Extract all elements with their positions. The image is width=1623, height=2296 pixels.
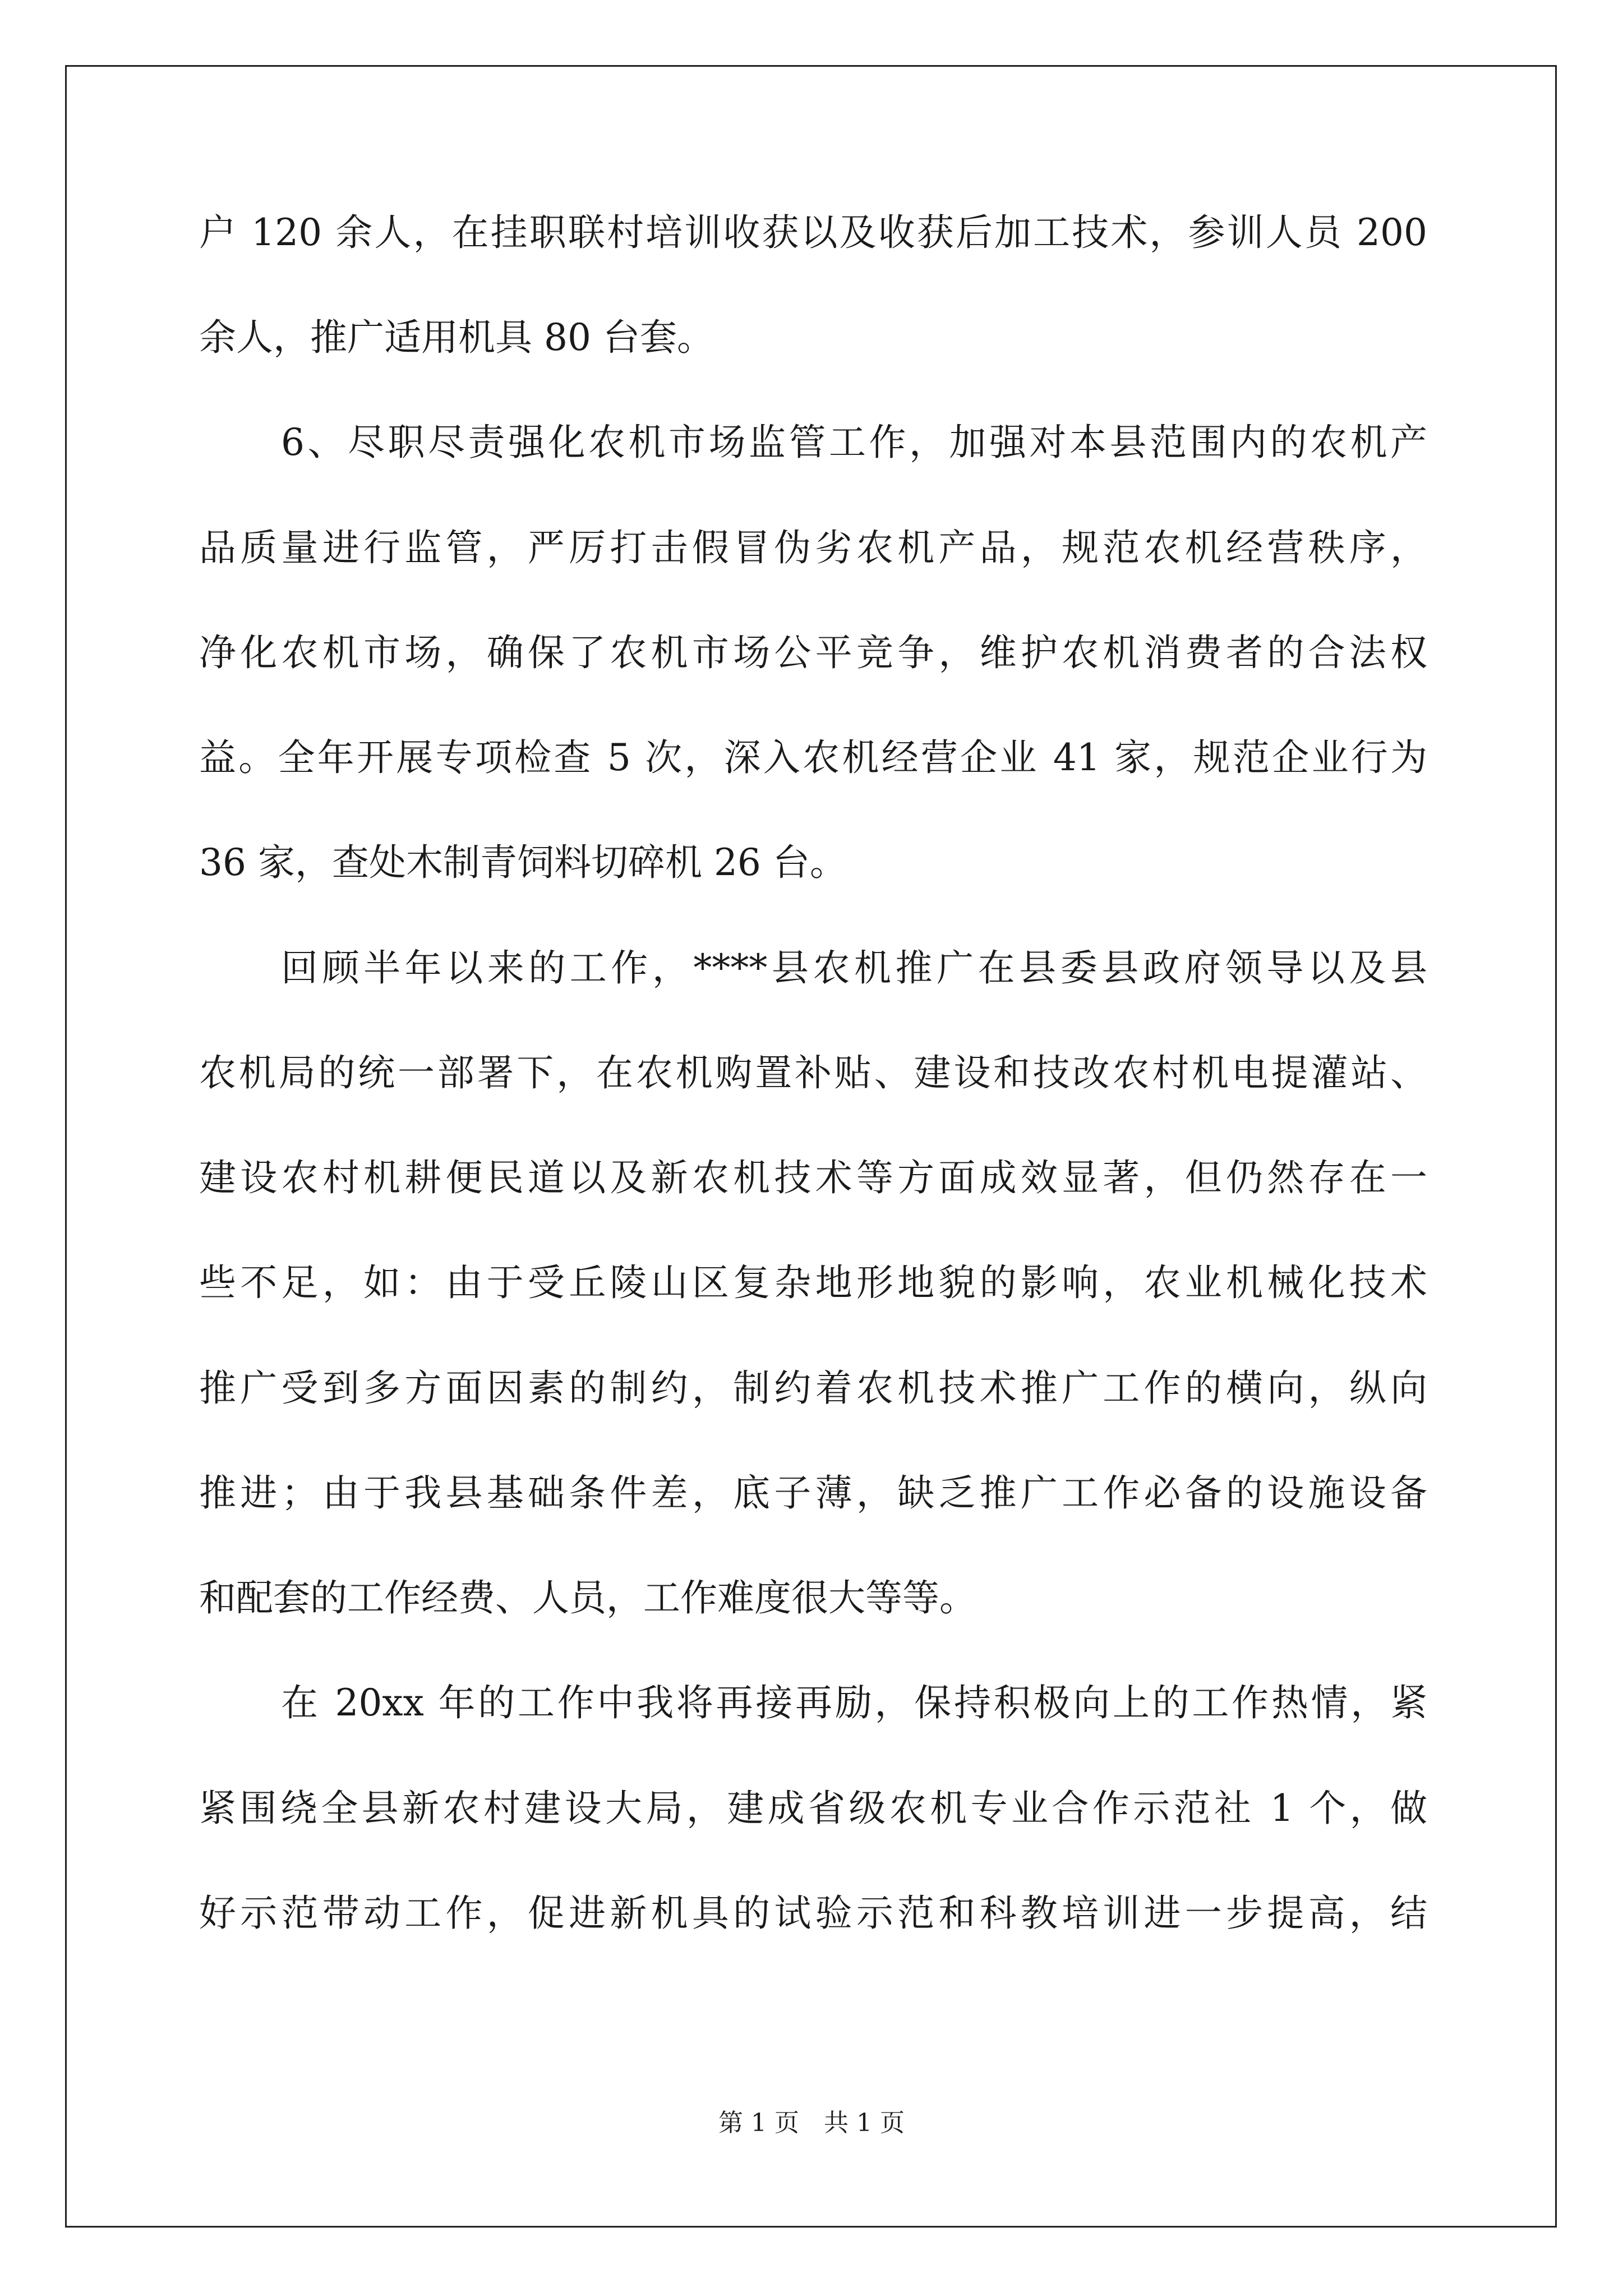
text-line: 益。全年开展专项检查 5 次，深入农机经营企业 41 家，规范企业行为 xyxy=(199,736,1427,779)
text-line: 些不足，如：由于受丘陵山区复杂地形地貌的影响，农业机械化技术 xyxy=(199,1261,1427,1304)
text-line: 余人，推广适用机具 80 台套。 xyxy=(199,316,714,359)
text-line: 推进；由于我县基础条件差，底子薄，缺乏推广工作必备的设施设备 xyxy=(199,1471,1427,1515)
text-line: 和配套的工作经费、人员，工作难度很大等等。 xyxy=(199,1576,976,1619)
text-line: 回顾半年以来的工作，****县农机推广在县委县政府领导以及县 xyxy=(281,946,1427,990)
text-line: 6、尽职尽责强化农机市场监管工作，加强对本县范围内的农机产 xyxy=(281,421,1427,464)
text-line: 在 20xx 年的工作中我将再接再励，保持积极向上的工作热情，紧 xyxy=(281,1681,1427,1724)
page-footer xyxy=(0,2106,1623,2140)
text-line: 户 120 余人，在挂职联村培训收获以及收获后加工技术，参训人员 200 xyxy=(199,211,1427,254)
page-total: 共 1 页 xyxy=(824,2109,905,2137)
text-line: 净化农机市场，确保了农机市场公平竞争，维护农机消费者的合法权 xyxy=(199,631,1427,674)
text-line: 推广受到多方面因素的制约，制约着农机技术推广工作的横向，纵向 xyxy=(199,1366,1427,1410)
text-line: 36 家，查处木制青饲料切碎机 26 台。 xyxy=(199,841,847,884)
page-number: 第 1 页 xyxy=(718,2109,799,2137)
text-line: 品质量进行监管，严厉打击假冒伪劣农机产品，规范农机经营秩序， xyxy=(199,526,1427,569)
text-line: 紧围绕全县新农村建设大局，建成省级农机专业合作示范社 1 个，做 xyxy=(199,1787,1427,1830)
text-line: 好示范带动工作，促进新机具的试验示范和科教培训进一步提高，结 xyxy=(199,1892,1427,1935)
text-line: 农机局的统一部署下，在农机购置补贴、建设和技改农村机电提灌站、 xyxy=(199,1051,1427,1094)
text-line: 建设农村机耕便民道以及新农机技术等方面成效显著，但仍然存在一 xyxy=(199,1156,1427,1199)
